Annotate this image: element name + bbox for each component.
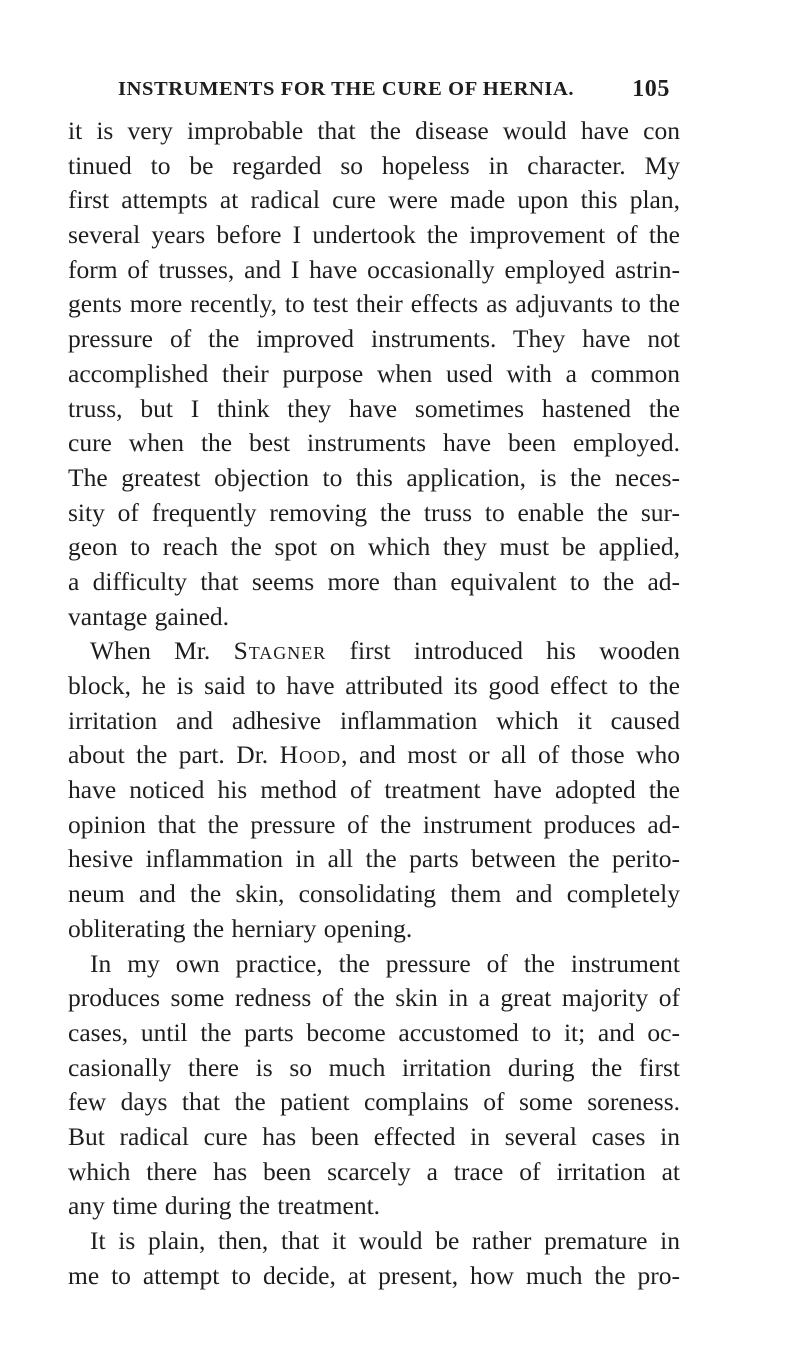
text-line: pressure of the improved instruments. They have not (68, 324, 680, 354)
text-line: first attempts at radical cure were made upon this plan, (68, 185, 680, 215)
text-line: have noticed his method of treatment have adopted the (68, 775, 680, 805)
text-line: form of trusses, and I have occasionally employed astrin- (68, 254, 680, 284)
text-line: gents more recently, to test their effects as adjuvants to the (68, 289, 680, 319)
text-line: produces some redness of the skin in a great majority of (68, 983, 680, 1013)
text-line: any time during the treatment. (68, 1191, 381, 1221)
text-fragment: about the part. Dr. (68, 740, 280, 770)
text-line: hesive inflammation in all the parts between the perito- (68, 844, 680, 874)
text-line: obliterating the herniary opening. (68, 913, 413, 943)
page-number: 105 (632, 76, 670, 102)
body-text (68, 114, 680, 1293)
text-fragment: first introduced his wooden (326, 636, 680, 666)
text-line: cases, until the parts become accustomed to it; and oc- (68, 1017, 680, 1047)
text-line: vantage gained. (68, 601, 230, 631)
text-line: which there has been scarcely a trace of irritation at (68, 1156, 680, 1186)
text-line: casionally there is so much irritation during the first (68, 1052, 680, 1082)
text-fragment: When Mr. (90, 636, 234, 666)
text-line: a difficulty that seems more than equivalent to the ad- (68, 566, 680, 596)
text-line: cure when the best instruments have been employed. (68, 428, 680, 458)
text-line: few days that the patient complains of some soreness. (68, 1087, 680, 1117)
text-fragment: , and most or all of those who (341, 740, 680, 770)
text-line: me to attempt to decide, at present, how much the pro- (68, 1260, 680, 1290)
text-line: geon to reach the spot on which they must be applied, (68, 532, 680, 562)
text-line (68, 738, 680, 773)
text-line: irritation and adhesive inflammation which it caused (68, 705, 680, 735)
text-line: opinion that the pressure of the instrument produces ad- (68, 809, 680, 839)
text-line: But radical cure has been effected in several cases in (68, 1121, 680, 1151)
person-name: Stagner (233, 636, 327, 666)
text-line: The greatest objection to this application, is the neces- (68, 462, 680, 492)
running-title: INSTRUMENTS FOR THE CURE OF HERNIA. (118, 78, 575, 100)
text-line: accomplished their purpose when used with a common (68, 358, 680, 388)
text-line: block, he is said to have attributed its good effect to the (68, 671, 680, 700)
text-line: truss, but I think they have sometimes hastened the (68, 393, 680, 423)
paragraph-start-line: It is plain, then, that it would be rather premature in (90, 1226, 680, 1255)
running-header (118, 74, 670, 104)
text-line: sity of frequently removing the truss to enable the sur- (68, 497, 680, 527)
paragraph-start-line: In my own practice, the pressure of the instrument (90, 948, 680, 978)
person-name: Hood (279, 740, 342, 770)
text-line: tinued to be regarded so hopeless in character. My (68, 150, 680, 180)
text-line: it is very improbable that the disease would have con (68, 116, 680, 145)
text-line: neum and the skin, consolidating them and completely (68, 879, 680, 909)
text-line: several years before I undertook the improvement of the (68, 220, 680, 250)
paragraph-start-line (68, 634, 680, 669)
